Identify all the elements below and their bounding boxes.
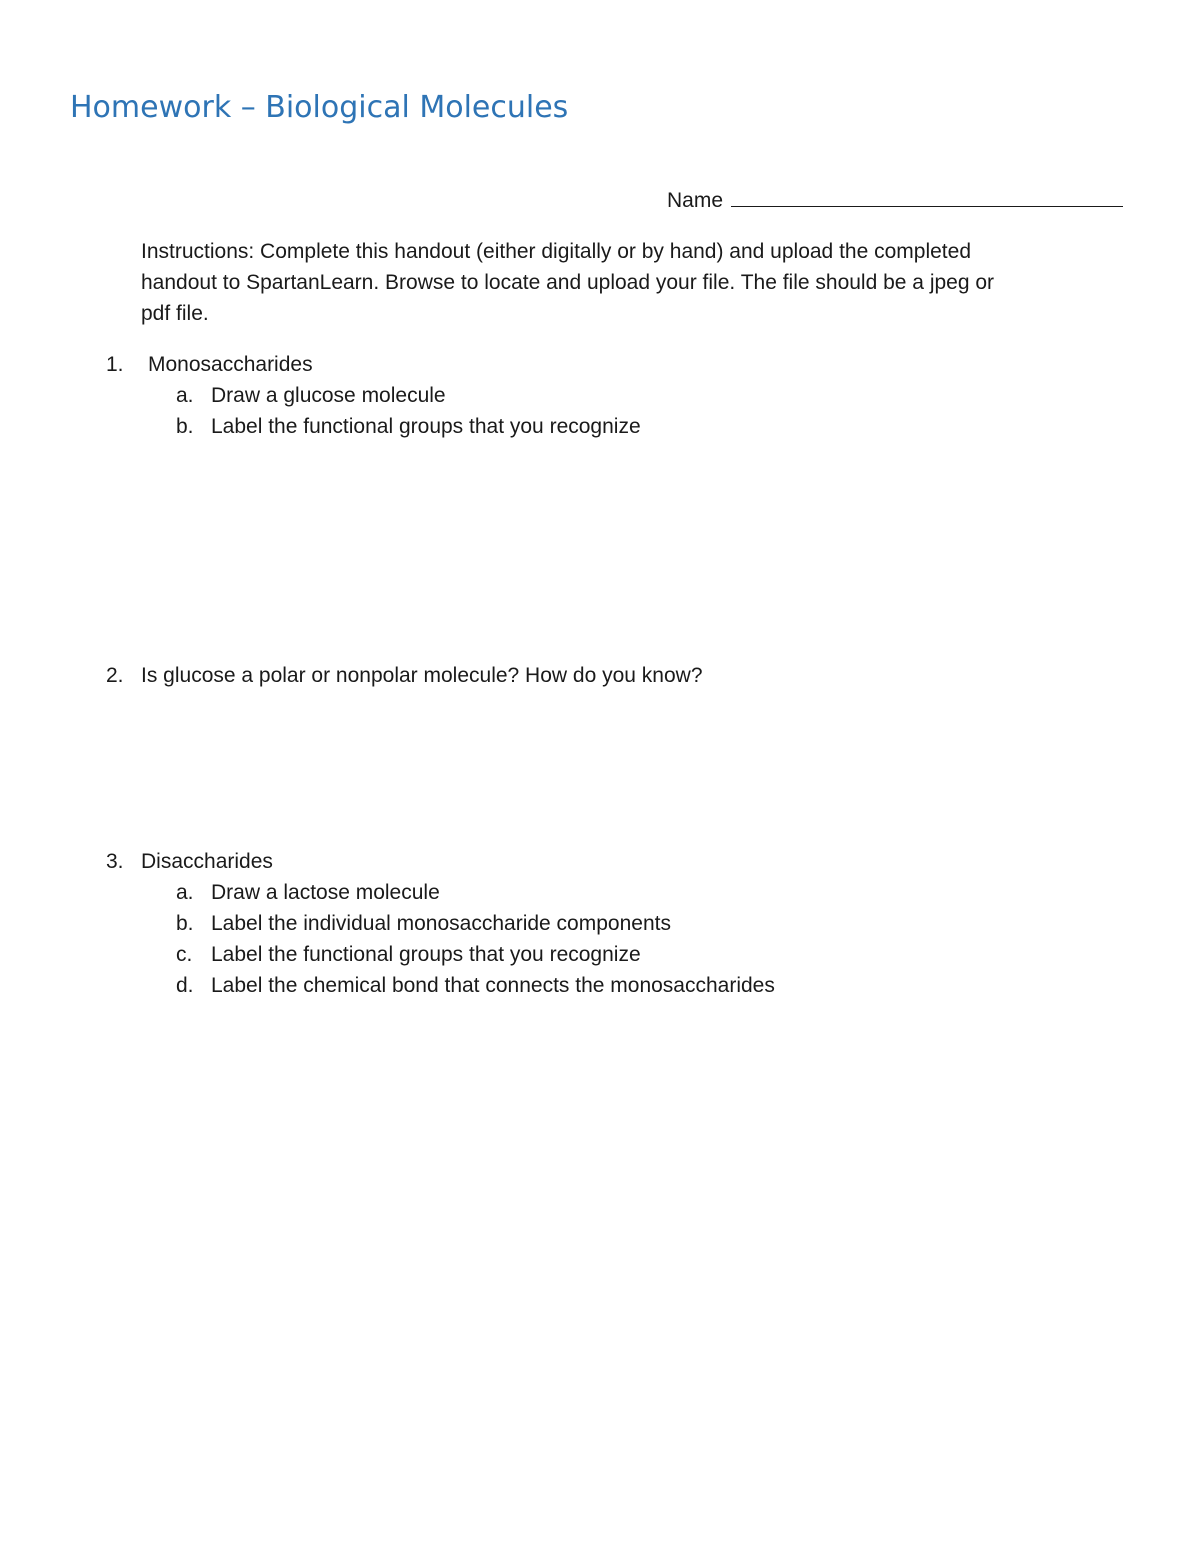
subitem-text: Label the chemical bond that connects the monosaccharides xyxy=(211,974,775,997)
name-label: Name xyxy=(667,189,724,212)
subitem-text: Draw a lactose molecule xyxy=(211,881,440,904)
question-number: 2. xyxy=(106,664,124,687)
question-number: 1. xyxy=(106,353,124,376)
instructions-paragraph xyxy=(141,236,1121,329)
name-blank-line xyxy=(731,186,1123,207)
instructions-line: Instructions: Complete this handout (either digitally or by hand) and upload the completed xyxy=(141,240,971,263)
subitem-letter: a. xyxy=(176,384,194,407)
question-number: 3. xyxy=(106,850,124,873)
document-title: Homework – Biological Molecules xyxy=(70,90,569,125)
name-field xyxy=(667,186,1123,213)
subitem-letter: b. xyxy=(176,415,194,438)
question-text: Is glucose a polar or nonpolar molecule? How do you know? xyxy=(141,664,703,687)
subitem-text: Label the individual monosaccharide components xyxy=(211,912,671,935)
subitem-letter: a. xyxy=(176,881,194,904)
subitem-letter: d. xyxy=(176,974,194,997)
instructions-line: pdf file. xyxy=(141,302,209,325)
question-text: Monosaccharides xyxy=(148,353,313,376)
subitem-text: Label the functional groups that you recognize xyxy=(211,415,641,438)
subitem-text: Draw a glucose molecule xyxy=(211,384,446,407)
subitem-letter: c. xyxy=(176,943,193,966)
question-text: Disaccharides xyxy=(141,850,273,873)
instructions-line: handout to SpartanLearn. Browse to locate and upload your file. The file should be a jpeg or xyxy=(141,271,995,294)
subitem-letter: b. xyxy=(176,912,194,935)
subitem-text: Label the functional groups that you recognize xyxy=(211,943,641,966)
